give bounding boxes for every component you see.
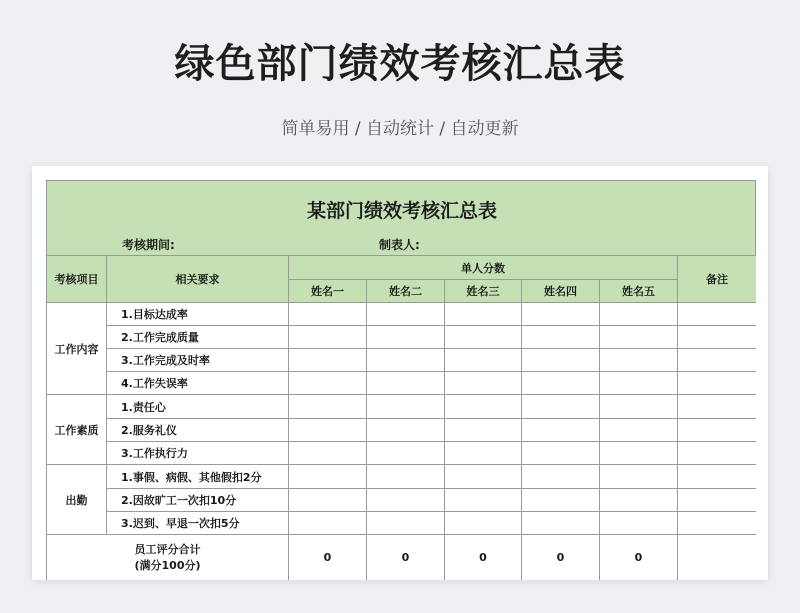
score-cell[interactable] (367, 395, 445, 419)
score-cell[interactable] (522, 489, 600, 512)
score-cell[interactable] (600, 349, 678, 372)
remark-cell[interactable] (678, 326, 757, 349)
period-label: 考核期间: (122, 238, 175, 252)
table-row (47, 442, 757, 465)
score-cell[interactable] (367, 489, 445, 512)
col-header-scores: 单人分数 (289, 256, 678, 280)
table-row (47, 395, 757, 419)
score-cell[interactable] (600, 489, 678, 512)
remark-cell[interactable] (678, 349, 757, 372)
name-header-4: 姓名四 (522, 280, 600, 303)
category-cell: 工作内容 (47, 303, 107, 395)
requirement-cell: 3.工作执行力 (107, 442, 289, 465)
score-cell[interactable] (367, 512, 445, 535)
remark-cell[interactable] (678, 489, 757, 512)
score-cell[interactable] (445, 303, 522, 326)
name-header-5: 姓名五 (600, 280, 678, 303)
maker-label: 制表人: (379, 238, 420, 252)
score-cell[interactable] (600, 372, 678, 395)
total-score-5: 0 (600, 535, 678, 581)
sheet-title-band (46, 180, 756, 255)
score-cell[interactable] (522, 326, 600, 349)
requirement-cell: 3.工作完成及时率 (107, 349, 289, 372)
total-label-line2: (满分100分) (134, 559, 201, 572)
score-cell[interactable] (289, 419, 367, 442)
table-row (47, 349, 757, 372)
score-cell[interactable] (289, 326, 367, 349)
requirement-cell: 1.事假、病假、其他假扣2分 (107, 465, 289, 489)
total-label-line1: 员工评分合计 (134, 543, 201, 556)
page-subtitle: 简单易用 / 自动统计 / 自动更新 (281, 119, 519, 139)
score-cell[interactable] (522, 512, 600, 535)
table-row (47, 326, 757, 349)
name-header-2: 姓名二 (367, 280, 445, 303)
total-row (47, 535, 757, 581)
score-cell[interactable] (367, 465, 445, 489)
score-cell[interactable] (600, 395, 678, 419)
score-cell[interactable] (289, 489, 367, 512)
total-score-4: 0 (522, 535, 600, 581)
score-cell[interactable] (600, 419, 678, 442)
score-cell[interactable] (600, 512, 678, 535)
score-cell[interactable] (445, 395, 522, 419)
requirement-cell: 1.责任心 (107, 395, 289, 419)
table-row (47, 303, 757, 326)
score-cell[interactable] (522, 465, 600, 489)
score-cell[interactable] (600, 303, 678, 326)
total-label (47, 535, 289, 581)
col-header-requirement: 相关要求 (107, 256, 289, 303)
score-cell[interactable] (367, 419, 445, 442)
header-row (47, 256, 757, 280)
requirement-cell: 2.工作完成质量 (107, 326, 289, 349)
score-cell[interactable] (367, 303, 445, 326)
total-score-2: 0 (367, 535, 445, 581)
score-cell[interactable] (289, 395, 367, 419)
score-cell[interactable] (522, 419, 600, 442)
requirement-cell: 3.迟到、早退一次扣5分 (107, 512, 289, 535)
page-title: 绿色部门绩效考核汇总表 (174, 41, 626, 87)
category-cell: 出勤 (47, 465, 107, 535)
score-cell[interactable] (289, 303, 367, 326)
score-cell[interactable] (445, 465, 522, 489)
spreadsheet-preview-card (32, 166, 768, 580)
requirement-cell: 2.因故旷工一次扣10分 (107, 489, 289, 512)
requirement-cell: 1.目标达成率 (107, 303, 289, 326)
score-cell[interactable] (289, 349, 367, 372)
remark-cell[interactable] (678, 372, 757, 395)
score-cell[interactable] (600, 465, 678, 489)
score-cell[interactable] (289, 512, 367, 535)
score-cell[interactable] (445, 512, 522, 535)
score-cell[interactable] (289, 442, 367, 465)
remark-cell[interactable] (678, 395, 757, 419)
score-cell[interactable] (600, 326, 678, 349)
spreadsheet (46, 180, 756, 580)
score-cell[interactable] (445, 349, 522, 372)
col-header-remark: 备注 (678, 256, 757, 303)
score-cell[interactable] (289, 372, 367, 395)
category-cell: 工作素质 (47, 395, 107, 465)
total-score-3: 0 (445, 535, 522, 581)
requirement-cell: 2.服务礼仪 (107, 419, 289, 442)
remark-cell[interactable] (678, 535, 757, 581)
score-cell[interactable] (522, 395, 600, 419)
requirement-cell: 4.工作失误率 (107, 372, 289, 395)
score-cell[interactable] (367, 349, 445, 372)
remark-cell[interactable] (678, 512, 757, 535)
total-score-1: 0 (289, 535, 367, 581)
table-row (47, 465, 757, 489)
evaluation-table (46, 255, 756, 580)
score-cell[interactable] (367, 326, 445, 349)
score-cell[interactable] (522, 372, 600, 395)
score-cell[interactable] (522, 349, 600, 372)
table-row (47, 372, 757, 395)
score-cell[interactable] (445, 442, 522, 465)
score-cell[interactable] (522, 303, 600, 326)
score-cell[interactable] (367, 372, 445, 395)
table-row (47, 419, 757, 442)
remark-cell[interactable] (678, 465, 757, 489)
score-cell[interactable] (445, 372, 522, 395)
score-cell[interactable] (367, 442, 445, 465)
col-header-item: 考核项目 (47, 256, 107, 303)
score-cell[interactable] (445, 326, 522, 349)
remark-cell[interactable] (678, 419, 757, 442)
remark-cell[interactable] (678, 442, 757, 465)
table-row (47, 489, 757, 512)
score-cell[interactable] (445, 419, 522, 442)
name-header-1: 姓名一 (289, 280, 367, 303)
name-header-3: 姓名三 (445, 280, 522, 303)
sheet-title: 某部门绩效考核汇总表 (306, 200, 497, 222)
remark-cell[interactable] (678, 303, 757, 326)
score-cell[interactable] (600, 442, 678, 465)
table-row (47, 512, 757, 535)
score-cell[interactable] (445, 489, 522, 512)
score-cell[interactable] (289, 465, 367, 489)
score-cell[interactable] (522, 442, 600, 465)
